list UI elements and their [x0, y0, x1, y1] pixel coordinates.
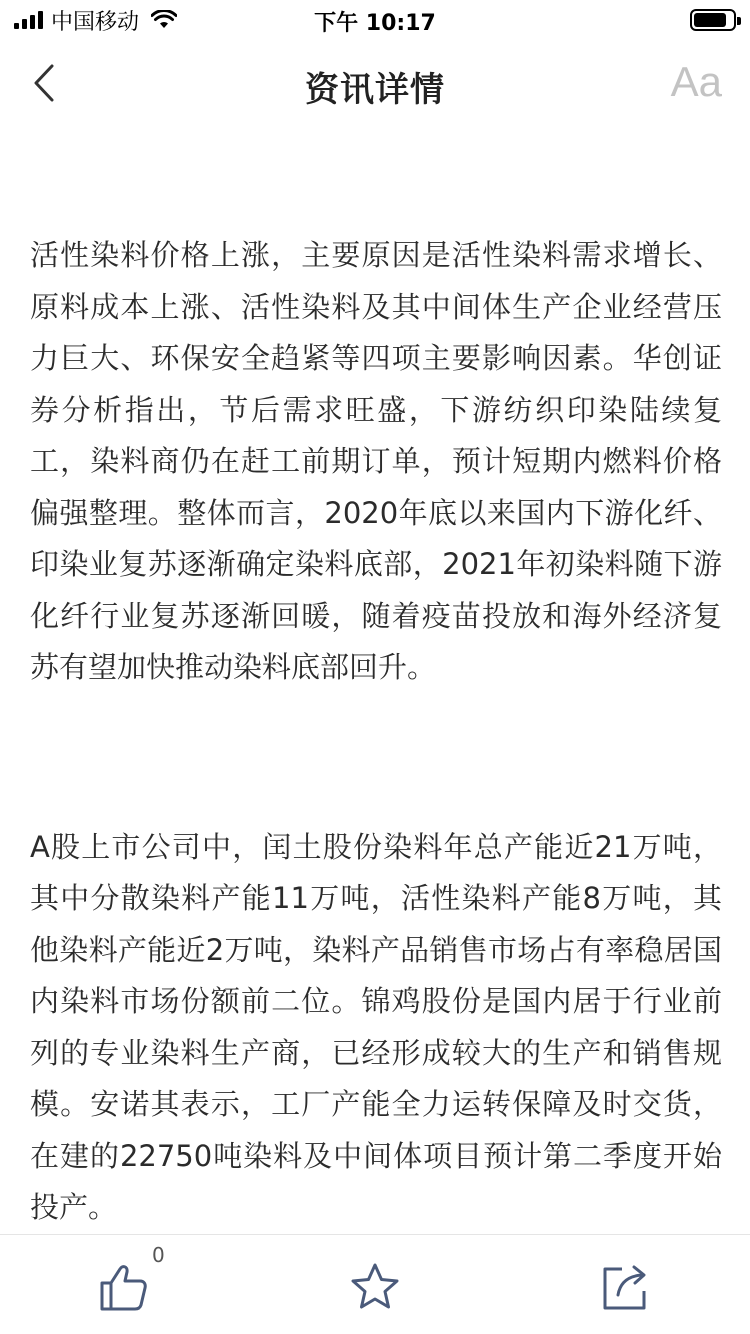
thumbs-up-icon [98, 1261, 150, 1313]
like-count: 0 [152, 1243, 165, 1267]
article-paragraph: 活性染料价格上涨，主要原因是活性染料需求增长、原料成本上涨、活性染料及其中间体生产企业经营压力巨大、环保安全趋紧等四项主要影响因素。华创证券分析指出，节后需求旺盛，下游纺织印染陆续复工，染料商仍在赶工前期订单，预计短期内燃料价格偏强整理。整体而言，2020年底以来国内下游化纤、印染业复苏逐渐确定染料底部，2021年初染料随下游化纤行业复苏逐渐回暖，随着疫苗投放和海外经济复苏有望加快推动染料底部回升。 [30, 238, 722, 684]
article-paragraph: A股上市公司中，闰土股份染料年总产能近21万吨，其中分散染料产能11万吨，活性染料产能8万吨，其他染料产能近2万吨，染料产品销售市场占有率稳居国内染料市场份额前二位。锦鸡股份是国内居于行业前列的专业染料生产商，已经形成较大的生产和销售规模。安诺其表示，工厂产能全力运转保障及时交货，在建的22750吨染料及中间体项目预计第二季度开始投产。 [30, 829, 722, 1224]
article-body [30, 230, 722, 1234]
page-title: 资讯详情 [305, 70, 445, 110]
font-size-button[interactable]: Aa [670, 58, 722, 105]
nav-bar [0, 40, 750, 128]
bottom-action-bar [0, 1234, 750, 1334]
battery-icon [690, 9, 736, 31]
like-button[interactable] [98, 1261, 150, 1313]
status-bar [0, 0, 750, 40]
battery-level [694, 13, 726, 27]
star-icon [349, 1261, 401, 1313]
status-time: 下午 10:17 [314, 11, 436, 36]
favorite-button[interactable] [349, 1261, 401, 1313]
carrier-name: 中国移动 [51, 9, 140, 35]
share-button[interactable] [600, 1261, 652, 1313]
share-icon [600, 1261, 652, 1313]
